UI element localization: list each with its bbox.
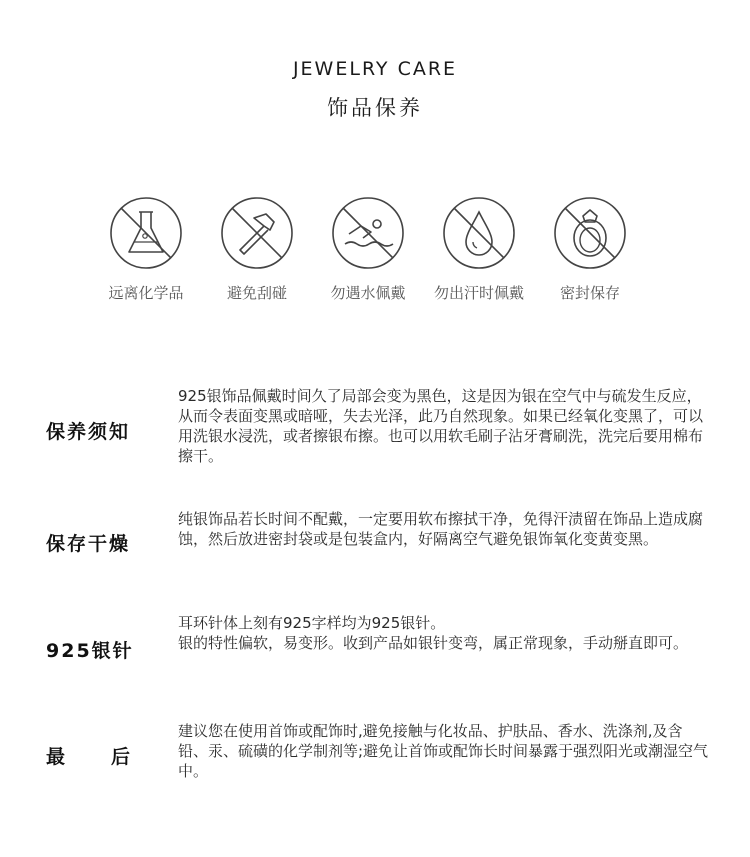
water-drop-prohibited-icon: [442, 196, 516, 270]
care-icon-item: [419, 196, 539, 303]
section-title-char: 后: [110, 746, 130, 768]
care-icon-item: [530, 196, 650, 303]
section-paragraph: 925银饰品佩戴时间久了局部会变为黑色，这是因为银在空气中与硫发生反应，从而令表面变黑或暗哑，失去光泽，此乃自然现象。如果已经氧化变黑了，可以用洗银水浸洗，或者擦银布擦。也可以用软毛刷子沾牙膏刷洗，洗完后要用棉布擦干。: [178, 387, 704, 465]
page-title-cn: 饰品保养: [327, 96, 423, 120]
section-body: [178, 386, 710, 466]
section-body: [178, 721, 710, 781]
section-paragraph: 耳环针体上刻有925字样均为925银针。: [178, 614, 446, 632]
section-paragraph: 建议您在使用首饰或配饰时,避免接触与化妆品、护肤品、香水、洗涤剂,及含铅、汞、硫磺的化学制剂等;避免让首饰或配饰长时间暴露于强烈阳光或潮湿空气中。: [178, 722, 709, 780]
ring-prohibited-icon: [553, 196, 627, 270]
section-title: [46, 742, 130, 769]
care-icon-item: [86, 196, 206, 303]
care-icon-item: [308, 196, 428, 303]
section-title: 保存干燥: [46, 533, 131, 555]
icon-label: 勿出汗时佩戴: [433, 284, 524, 302]
care-icon-item: [197, 196, 317, 303]
icon-label: 远离化学品: [108, 284, 184, 302]
icon-label: 避免刮碰: [226, 284, 287, 302]
hammer-prohibited-icon: [220, 196, 294, 270]
section-paragraph: 银的特性偏软，易变形。收到产品如银针变弯，属正常现象，手动掰直即可。: [178, 634, 689, 652]
swimming-prohibited-icon: [331, 196, 405, 270]
section-title: 保养须知: [46, 421, 131, 443]
section-body: [178, 613, 710, 653]
section-paragraph: 纯银饰品若长时间不配戴，一定要用软布擦拭干净，免得汗渍留在饰品上造成腐蚀，然后放进密封袋或是包装盒内，好隔离空气避免银饰氧化变黄变黑。: [178, 510, 704, 548]
icon-label: 勿遇水佩戴: [330, 284, 406, 302]
page-title-en: JEWELRY CARE: [292, 58, 458, 80]
flask-prohibited-icon: [109, 196, 183, 270]
section-body: [178, 509, 710, 549]
care-icons-row: [0, 196, 750, 316]
section-title-char: 最: [46, 746, 66, 768]
section-title: 925银针: [46, 640, 134, 662]
icon-label: 密封保存: [559, 284, 620, 302]
